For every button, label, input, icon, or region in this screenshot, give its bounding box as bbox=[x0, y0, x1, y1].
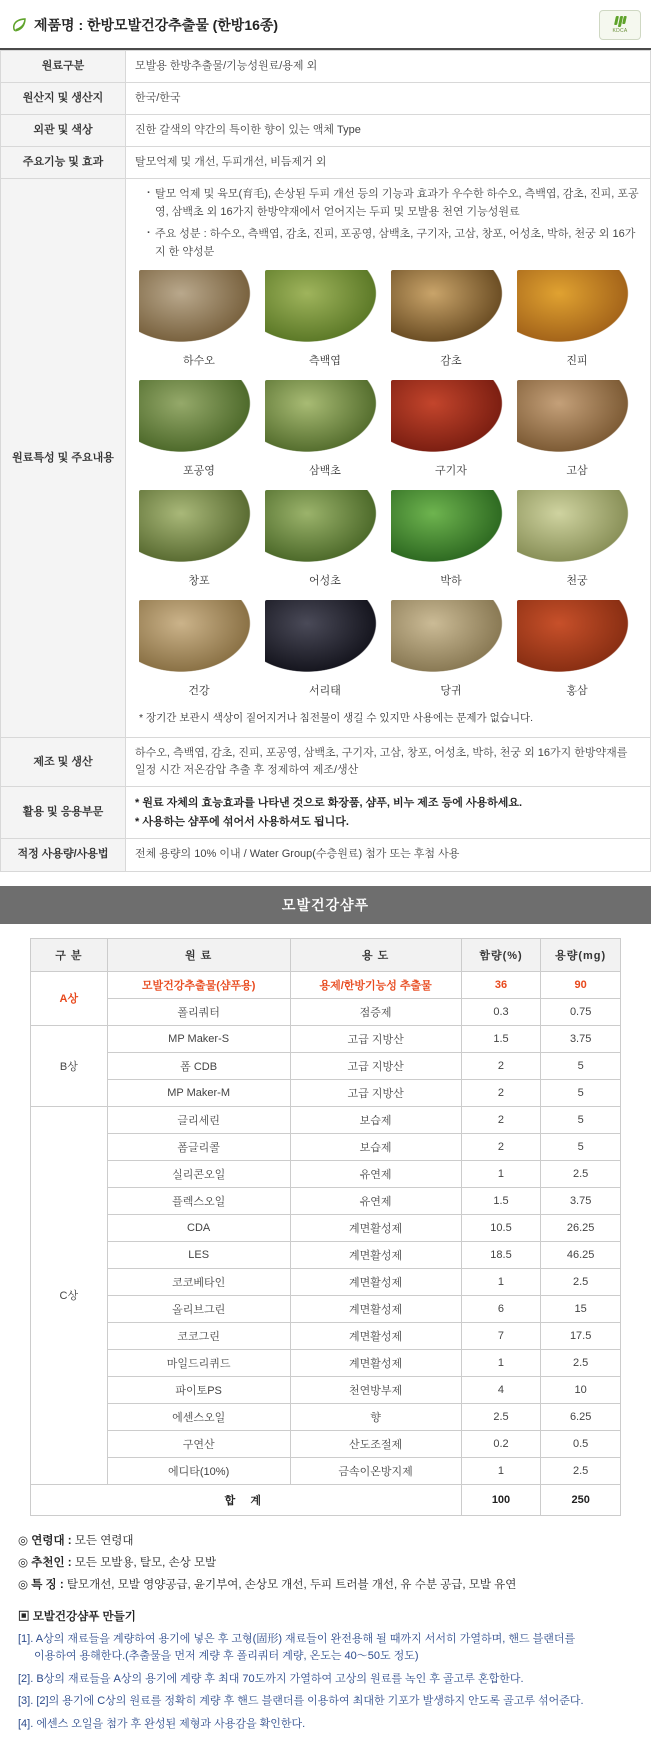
table-row bbox=[31, 1457, 621, 1484]
table-row bbox=[31, 1160, 621, 1187]
percent-cell: 10.5 bbox=[461, 1214, 541, 1241]
list-item: · 주요 성분 : 하수오, 측백엽, 감초, 진피, 포공영, 삼백초, 구기자, 고삼, 창포, 어성초, 박하, 천궁 외 16가지 한 약성분 bbox=[147, 226, 641, 261]
table-row bbox=[31, 998, 621, 1025]
herb-item bbox=[265, 490, 385, 596]
spec-value: 하수오, 측백엽, 감초, 진피, 포공영, 삼백초, 구기자, 고삼, 창포, 어성초, 박하, 천궁 외 16가지 한방약재를 일정 시간 저온감압 추출 후 정제하여 제조/생산 bbox=[126, 738, 651, 787]
herb-image bbox=[517, 380, 637, 458]
list-item bbox=[18, 1716, 633, 1734]
table-row bbox=[31, 1133, 621, 1160]
note-text: 모든 연령대 bbox=[71, 1534, 134, 1547]
spec-value: 진한 갈색의 약간의 특이한 향이 있는 액체 Type bbox=[126, 115, 651, 147]
percent-cell: 2 bbox=[461, 1079, 541, 1106]
material-cell: 플렉스오일 bbox=[107, 1187, 290, 1214]
use-cell: 고급 지방산 bbox=[290, 1052, 461, 1079]
note-lines bbox=[18, 1532, 633, 1592]
percent-cell: 36 bbox=[461, 971, 541, 998]
use-cell: 유연제 bbox=[290, 1160, 461, 1187]
use-cell: 계면활성제 bbox=[290, 1349, 461, 1376]
herb-image bbox=[139, 490, 259, 568]
herb-image bbox=[391, 490, 511, 568]
step-subtext: 이용하여 용해한다.(추출물을 먼저 계량 후 폴리쿼터 계량, 온도는 40〜50도 정도) bbox=[34, 1650, 419, 1663]
notes-section bbox=[0, 1516, 651, 1734]
table-row bbox=[31, 1349, 621, 1376]
material-cell: CDA bbox=[107, 1214, 290, 1241]
document-header bbox=[0, 0, 651, 50]
spec-label: 주요기능 및 효과 bbox=[1, 147, 126, 179]
herb-image bbox=[265, 600, 385, 678]
herb-item bbox=[517, 270, 637, 376]
mg-cell: 10 bbox=[541, 1376, 621, 1403]
herb-item bbox=[391, 380, 511, 486]
note-line bbox=[18, 1576, 633, 1592]
herb-image bbox=[139, 270, 259, 348]
herb-item bbox=[391, 270, 511, 376]
material-cell: LES bbox=[107, 1241, 290, 1268]
herb-image bbox=[139, 600, 259, 678]
table-row bbox=[1, 787, 651, 839]
table-row bbox=[1, 115, 651, 147]
note-marker: ◎ bbox=[18, 1578, 32, 1591]
percent-cell: 1 bbox=[461, 1457, 541, 1484]
herb-caption: 천궁 bbox=[566, 574, 588, 587]
material-cell: MP Maker-M bbox=[107, 1079, 290, 1106]
percent-cell: 2 bbox=[461, 1052, 541, 1079]
spec-label: 원산지 및 생산지 bbox=[1, 83, 126, 115]
column-header-phase: 구 분 bbox=[31, 938, 108, 971]
detail-bullet-list bbox=[135, 186, 641, 261]
table-row bbox=[31, 971, 621, 998]
step-text: [2]. B상의 재료들을 A상의 용기에 계량 후 최대 70도까지 가열하여 고상의 원료를 녹인 후 골고루 혼합한다. bbox=[18, 1672, 524, 1685]
material-cell: 폼 CDB bbox=[107, 1052, 290, 1079]
total-mg: 250 bbox=[541, 1484, 621, 1515]
use-cell: 보습제 bbox=[290, 1133, 461, 1160]
herb-caption: 감초 bbox=[440, 354, 462, 367]
herb-caption: 구기자 bbox=[435, 464, 467, 477]
use-cell: 향 bbox=[290, 1403, 461, 1430]
herb-item bbox=[517, 380, 637, 486]
use-cell: 계면활성제 bbox=[290, 1295, 461, 1322]
usage-line-1: * 원료 자체의 효능효과를 나타낸 것으로 화장품, 샴푸, 비누 제조 등에 사용하세요. bbox=[135, 797, 523, 810]
mg-cell: 2.5 bbox=[541, 1160, 621, 1187]
spec-label: 제조 및 생산 bbox=[1, 738, 126, 787]
percent-cell: 2 bbox=[461, 1133, 541, 1160]
mg-cell: 5 bbox=[541, 1079, 621, 1106]
spec-label: 외관 및 색상 bbox=[1, 115, 126, 147]
use-cell: 계면활성제 bbox=[290, 1322, 461, 1349]
howto-title: ▣ 모발건강샴푸 만들기 bbox=[18, 1610, 136, 1623]
table-row bbox=[31, 1052, 621, 1079]
table-row bbox=[31, 1187, 621, 1214]
spec-value: 모발용 한방추출물/기능성원료/용제 외 bbox=[126, 51, 651, 83]
column-header-use: 용 도 bbox=[290, 938, 461, 971]
table-row bbox=[1, 147, 651, 179]
herb-image bbox=[517, 600, 637, 678]
note-line bbox=[18, 1554, 633, 1570]
herb-item bbox=[265, 270, 385, 376]
material-cell: 코코그린 bbox=[107, 1322, 290, 1349]
mg-cell: 2.5 bbox=[541, 1268, 621, 1295]
use-cell: 보습제 bbox=[290, 1106, 461, 1133]
material-cell: 파이토PS bbox=[107, 1376, 290, 1403]
use-cell: 유연제 bbox=[290, 1187, 461, 1214]
column-header-mg: 용량(mg) bbox=[541, 938, 621, 971]
table-row-detail bbox=[1, 179, 651, 738]
column-header-material: 원 료 bbox=[107, 938, 290, 971]
herb-caption: 하수오 bbox=[183, 354, 215, 367]
spec-value: 한국/한국 bbox=[126, 83, 651, 115]
formula-section bbox=[0, 924, 651, 1516]
use-cell: 점증제 bbox=[290, 998, 461, 1025]
step-text: [4]. 에센스 오일을 첨가 후 완성된 제형과 사용감을 확인한다. bbox=[18, 1717, 306, 1730]
spec-value-usage bbox=[126, 787, 651, 839]
percent-cell: 4 bbox=[461, 1376, 541, 1403]
material-cell: 실리콘오일 bbox=[107, 1160, 290, 1187]
phase-cell: A상 bbox=[31, 971, 108, 1025]
note-lead: 연령대 : bbox=[31, 1534, 72, 1547]
mg-cell: 46.25 bbox=[541, 1241, 621, 1268]
storage-note: * 장기간 보관시 색상이 짙어지거나 침전물이 생길 수 있지만 사용에는 문제가 없습니다. bbox=[139, 711, 534, 724]
table-row bbox=[31, 1403, 621, 1430]
table-row bbox=[1, 738, 651, 787]
herb-image bbox=[517, 490, 637, 568]
note-marker: ◎ bbox=[18, 1556, 32, 1569]
material-cell: 폼글리콜 bbox=[107, 1133, 290, 1160]
percent-cell: 2.5 bbox=[461, 1403, 541, 1430]
step-text: [3]. [2]의 용기에 C상의 원료를 정확히 계량 후 핸드 블랜더를 이용하여 최대한 기포가 발생하지 안도록 골고루 섞어준다. bbox=[18, 1695, 584, 1708]
use-cell: 계면활성제 bbox=[290, 1241, 461, 1268]
material-cell: 모발건강추출물(샴푸용) bbox=[107, 971, 290, 998]
total-label: 합 계 bbox=[31, 1484, 462, 1515]
mg-cell: 0.5 bbox=[541, 1430, 621, 1457]
use-cell: 천연방부제 bbox=[290, 1376, 461, 1403]
use-cell: 용제/한방기능성 추출물 bbox=[290, 971, 461, 998]
table-row bbox=[31, 1430, 621, 1457]
percent-cell: 1 bbox=[461, 1349, 541, 1376]
mg-cell: 90 bbox=[541, 971, 621, 998]
mg-cell: 2.5 bbox=[541, 1457, 621, 1484]
herb-image bbox=[391, 270, 511, 348]
percent-cell: 0.2 bbox=[461, 1430, 541, 1457]
herb-item bbox=[139, 380, 259, 486]
table-row bbox=[1, 51, 651, 83]
herb-item bbox=[391, 600, 511, 706]
herb-caption: 당귀 bbox=[440, 684, 462, 697]
spec-label: 원료구분 bbox=[1, 51, 126, 83]
logo-text: KDCA bbox=[612, 28, 628, 34]
use-cell: 고급 지방산 bbox=[290, 1079, 461, 1106]
note-lead: 추천인 : bbox=[31, 1556, 72, 1569]
material-cell: 구연산 bbox=[107, 1430, 290, 1457]
percent-cell: 1.5 bbox=[461, 1187, 541, 1214]
herb-item bbox=[139, 490, 259, 596]
mg-cell: 17.5 bbox=[541, 1322, 621, 1349]
spec-table bbox=[0, 50, 651, 872]
herb-item bbox=[139, 600, 259, 706]
formula-table bbox=[30, 938, 621, 1516]
table-row bbox=[31, 1322, 621, 1349]
herb-image bbox=[265, 490, 385, 568]
note-line bbox=[18, 1532, 633, 1548]
column-header-percent: 함량(%) bbox=[461, 938, 541, 971]
spec-detail-cell bbox=[126, 179, 651, 738]
herb-caption: 창포 bbox=[188, 574, 210, 587]
percent-cell: 2 bbox=[461, 1106, 541, 1133]
herb-caption: 측백엽 bbox=[309, 354, 341, 367]
use-cell: 계면활성제 bbox=[290, 1268, 461, 1295]
percent-cell: 1 bbox=[461, 1160, 541, 1187]
material-cell: 코코베타인 bbox=[107, 1268, 290, 1295]
herb-caption: 어성초 bbox=[309, 574, 341, 587]
herb-caption: 홍삼 bbox=[566, 684, 588, 697]
spec-label: 적정 사용량/사용법 bbox=[1, 839, 126, 871]
howto-steps bbox=[18, 1631, 633, 1734]
note-text: 탈모개선, 모발 영양공급, 윤기부여, 손상모 개선, 두피 트러블 개선, 유 수분 공급, 모발 유연 bbox=[63, 1578, 517, 1591]
herb-item bbox=[139, 270, 259, 376]
phase-cell: B상 bbox=[31, 1025, 108, 1106]
use-cell: 금속이온방지제 bbox=[290, 1457, 461, 1484]
list-item bbox=[18, 1693, 633, 1711]
herb-caption: 삼백초 bbox=[309, 464, 341, 477]
table-row bbox=[1, 839, 651, 871]
herb-item bbox=[265, 380, 385, 486]
herb-item bbox=[517, 600, 637, 706]
table-row bbox=[31, 1214, 621, 1241]
material-cell: MP Maker-S bbox=[107, 1025, 290, 1052]
herb-image-grid bbox=[139, 270, 637, 706]
mg-cell: 0.75 bbox=[541, 998, 621, 1025]
mg-cell: 26.25 bbox=[541, 1214, 621, 1241]
table-row-total bbox=[31, 1484, 621, 1515]
table-row bbox=[1, 83, 651, 115]
percent-cell: 7 bbox=[461, 1322, 541, 1349]
table-row bbox=[31, 1376, 621, 1403]
total-percent: 100 bbox=[461, 1484, 541, 1515]
use-cell: 계면활성제 bbox=[290, 1214, 461, 1241]
herb-caption: 건강 bbox=[188, 684, 210, 697]
herb-item bbox=[517, 490, 637, 596]
phase-cell: C상 bbox=[31, 1106, 108, 1484]
table-row bbox=[31, 1295, 621, 1322]
list-item: · 탈모 억제 및 육모(育毛), 손상된 두피 개선 등의 기능과 효과가 우수한 하수오, 측백엽, 감초, 진피, 포공영, 삼백초 외 16가지 한방약재에서 얻어지는 두피 및 모발용 천연 기능성원료 bbox=[147, 186, 641, 221]
material-cell: 에디타(10%) bbox=[107, 1457, 290, 1484]
note-lead: 특 징 : bbox=[31, 1578, 64, 1591]
percent-cell: 1.5 bbox=[461, 1025, 541, 1052]
mg-cell: 2.5 bbox=[541, 1349, 621, 1376]
usage-line-2: * 사용하는 샴푸에 섞어서 사용하셔도 됩니다. bbox=[135, 815, 349, 828]
logo-bars bbox=[615, 16, 626, 27]
herb-caption: 서리태 bbox=[309, 684, 341, 697]
spec-value: 탈모억제 및 개선, 두피개선, 비듬제거 외 bbox=[126, 147, 651, 179]
mg-cell: 3.75 bbox=[541, 1025, 621, 1052]
formula-body bbox=[31, 971, 621, 1484]
table-row bbox=[31, 1079, 621, 1106]
herb-item bbox=[265, 600, 385, 706]
herb-image bbox=[391, 380, 511, 458]
table-header-row bbox=[31, 938, 621, 971]
mg-cell: 6.25 bbox=[541, 1403, 621, 1430]
step-text: [1]. A상의 재료들을 계량하여 용기에 넣은 후 고형(固形) 재료들이 완전용해 될 때까지 서서히 가열하며, 핸드 블랜더를 bbox=[18, 1632, 576, 1645]
material-cell: 폴리쿼터 bbox=[107, 998, 290, 1025]
section-banner: 모발건강샴푸 bbox=[0, 886, 651, 924]
herb-caption: 고삼 bbox=[566, 464, 588, 477]
list-item bbox=[18, 1631, 633, 1666]
herb-image bbox=[139, 380, 259, 458]
table-row bbox=[31, 1106, 621, 1133]
mg-cell: 5 bbox=[541, 1106, 621, 1133]
page-title: 제품명 : 한방모발건강추출물 (한방16종) bbox=[34, 17, 279, 33]
mg-cell: 3.75 bbox=[541, 1187, 621, 1214]
percent-cell: 6 bbox=[461, 1295, 541, 1322]
herb-caption: 박하 bbox=[440, 574, 462, 587]
note-marker: ◎ bbox=[18, 1534, 32, 1547]
material-cell: 에센스오일 bbox=[107, 1403, 290, 1430]
use-cell: 고급 지방산 bbox=[290, 1025, 461, 1052]
herb-image bbox=[391, 600, 511, 678]
mg-cell: 5 bbox=[541, 1052, 621, 1079]
spec-label-detail: 원료특성 및 주요내용 bbox=[1, 179, 126, 738]
herb-caption: 진피 bbox=[566, 354, 588, 367]
table-row bbox=[31, 1025, 621, 1052]
leaf-icon bbox=[10, 16, 28, 34]
table-row bbox=[31, 1241, 621, 1268]
mg-cell: 5 bbox=[541, 1133, 621, 1160]
use-cell: 산도조절제 bbox=[290, 1430, 461, 1457]
percent-cell: 18.5 bbox=[461, 1241, 541, 1268]
percent-cell: 1 bbox=[461, 1268, 541, 1295]
table-row bbox=[31, 1268, 621, 1295]
percent-cell: 0.3 bbox=[461, 998, 541, 1025]
herb-image bbox=[265, 380, 385, 458]
mg-cell: 15 bbox=[541, 1295, 621, 1322]
herb-caption: 포공영 bbox=[183, 464, 215, 477]
kdca-logo bbox=[599, 10, 641, 40]
herb-item bbox=[391, 490, 511, 596]
material-cell: 올리브그린 bbox=[107, 1295, 290, 1322]
herb-image bbox=[265, 270, 385, 348]
list-item bbox=[18, 1671, 633, 1689]
material-cell: 글리세린 bbox=[107, 1106, 290, 1133]
material-cell: 마일드리퀴드 bbox=[107, 1349, 290, 1376]
herb-image bbox=[517, 270, 637, 348]
spec-value: 전체 용량의 10% 이내 / Water Group(수층원료) 첨가 또는 후첨 사용 bbox=[126, 839, 651, 871]
spec-label: 활용 및 응용부문 bbox=[1, 787, 126, 839]
note-text: 모든 모발용, 탈모, 손상 모발 bbox=[71, 1556, 217, 1569]
